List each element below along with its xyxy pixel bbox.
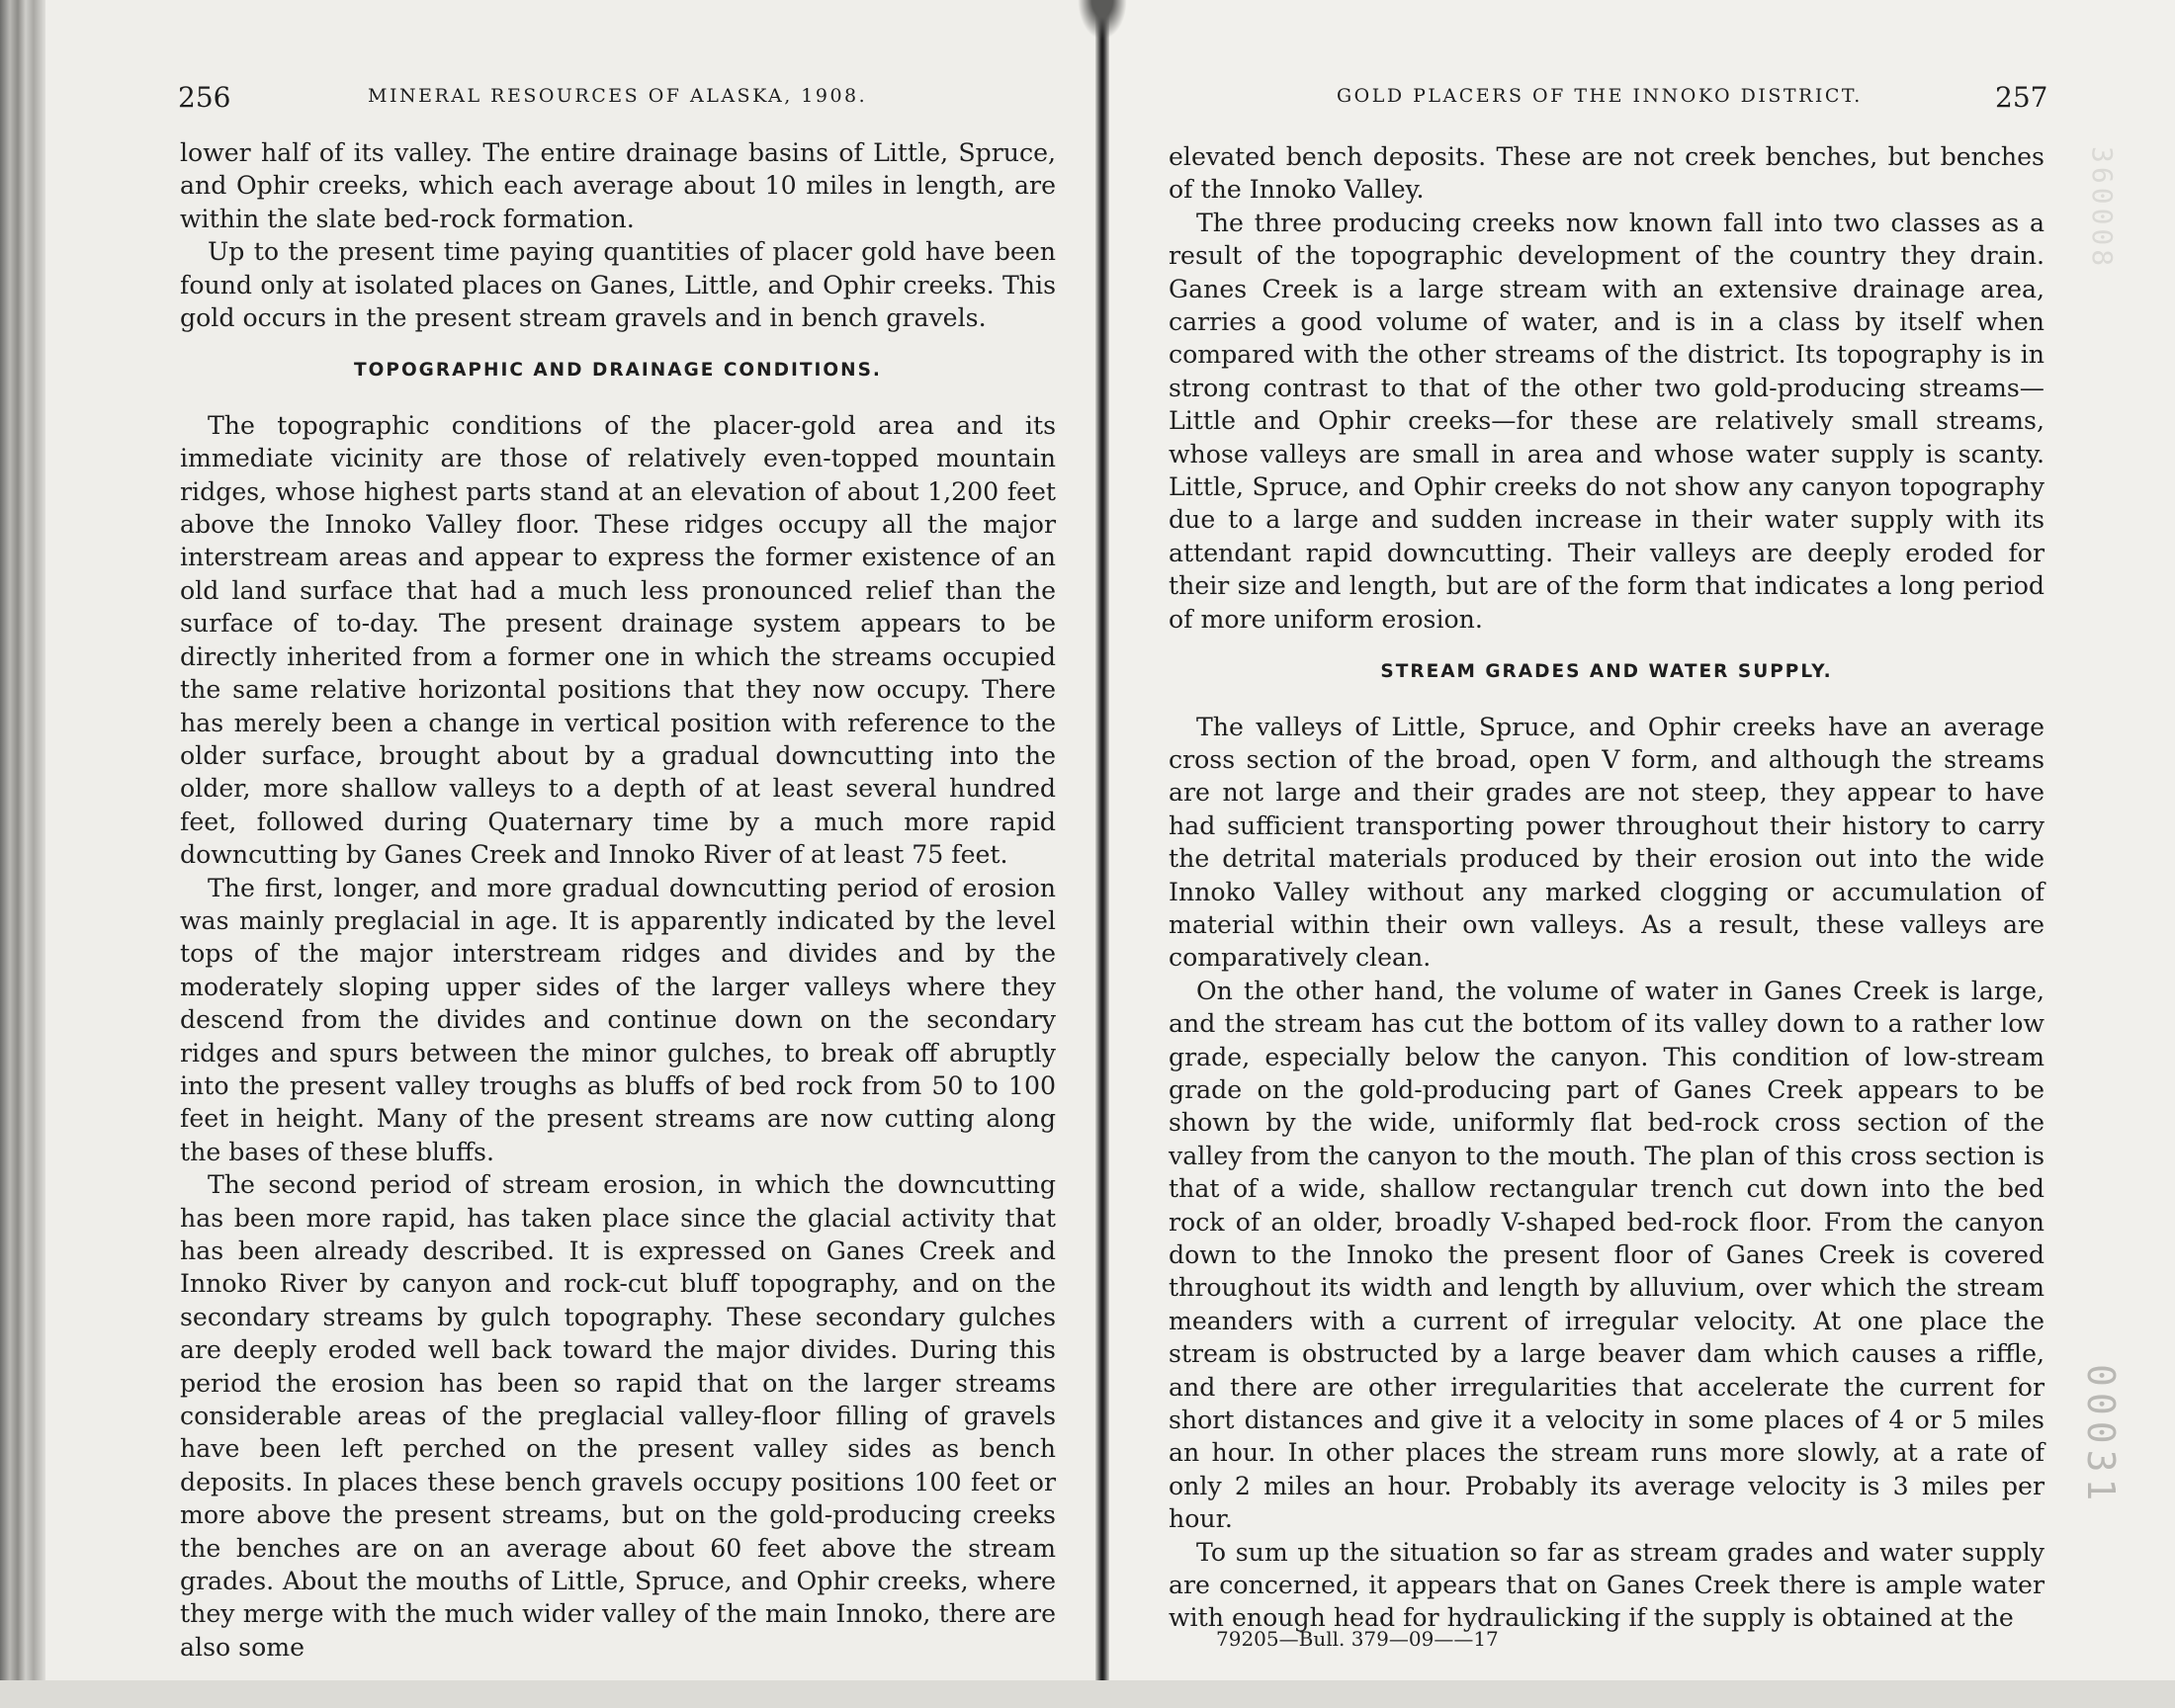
right-running-head: GOLD PLACERS OF THE INNOKO DISTRICT.	[1337, 85, 1863, 107]
paragraph: lower half of its valley. The entire drainage basins of Little, Spruce, and Ophir creeks, which each average about 10 miles in length, are within the slate bed-rock formation.	[180, 138, 1056, 233]
left-page-number: 256	[178, 81, 231, 114]
gutter-binding-shadow	[1078, 0, 1127, 40]
book-edge-shadow	[0, 0, 45, 1708]
scan-bottom-edge	[0, 1680, 2175, 1708]
paragraph: To sum up the situation so far as stream grades and water supply are concerned, it appears that on Ganes Creek there is ample water with enough head for hydraulicking if the supply is obtained at the	[1169, 1537, 2044, 1633]
paragraph: On the other hand, the volume of water in Ganes Creek is large, and the stream has cut the bottom of its valley down to a rather low grade, especially below the canyon. This condition of low-stream grade on the gold-producing part of Ganes Creek appears to be shown by the wide, uniformly flat bed-rock cross section of the valley from the canyon to the mouth. The plan of this cross section is that of a wide, shallow rectangular trench cut down into the bed rock of an older, broadly V-shaped bed-rock floor. From the canyon down to the Innoko the present floor of Ganes Creek is covered throughout its width and length by alluvium, over which the stream meanders with a current of irregular velocity. At one place the stream is obstructed by a large beaver dam which causes a riffle, and there are other irregularities that accelerate the current for short distances and give it a velocity in some places of 4 or 5 miles an hour. In other places the stream runs more slowly, at a rate of only 2 miles an hour. Probably its average velocity is 3 miles per hour.	[1169, 976, 2044, 1534]
section-heading: STREAM GRADES AND WATER SUPPLY.	[1380, 661, 1833, 683]
right-page-number: 257	[1995, 81, 2048, 114]
margin-stamp: 00031	[2079, 1364, 2123, 1507]
left-running-head: MINERAL RESOURCES OF ALASKA, 1908.	[368, 85, 868, 107]
paragraph: The valleys of Little, Spruce, and Ophir creeks have an average cross section of the broad, open V form, and although the streams are not large and their grades are not steep, they appear to have had sufficient transporting power throughout their history to carry the detrital materials produced by their erosion out into the wide Innoko Valley without any marked clogging or accumulation of material within their own valleys. As a result, these valleys are comparatively clean.	[1169, 712, 2044, 973]
paragraph: The first, longer, and more gradual downcutting period of erosion was mainly preglacial in age. It is apparently indicated by the level tops of the major interstream ridges and divides and by the moderately sloping upper sides of the larger valleys where they descend from the divides and continue down on the secondary ridges and spurs between the minor gulches, to break off abruptly into the present valley troughs as bluffs of bed rock from 50 to 100 feet in height. Many of the present streams are now cutting along the bases of these bluffs.	[180, 873, 1056, 1166]
section-heading: TOPOGRAPHIC AND DRAINAGE CONDITIONS.	[354, 360, 882, 382]
left-page-text	[180, 136, 1056, 1664]
paragraph: The three producing creeks now known fall into two classes as a result of the topographic development of the country they drain. Ganes Creek is a large stream with an extensive drainage area, carries a good volume of water, and is in a class by itself when compared with the other streams of the district. Its topography is in strong contrast to that of the other two gold-producing streams—Little and Ophir creeks—for these are relatively small streams, whose valleys are small in area and whose water supply is scanty. Little, Spruce, and Ophir creeks do not show any canyon topography due to a large and sudden increase in their water supply with its attendant rapid downcutting. Their valleys are deeply eroded for their size and length, but are of the form that indicates a long period of more uniform erosion.	[1169, 208, 2044, 634]
paragraph: The second period of stream erosion, in which the downcutting has been more rapid, has taken place since the glacial activity that has been already described. It is expressed on Ganes Creek and Innoko River by canyon and rock-cut bluff topography, and on the secondary streams by gulch topography. These secondary gulches are deeply eroded well back toward the major divides. During this period the erosion has been so rapid that on the larger streams considerable areas of the preglacial valley-floor filling of gravels have been left perched on the present valley sides as bench deposits. In places these bench gravels occupy positions 100 feet or more above the present streams, but on the gold-producing creeks the benches are on an average about 60 feet above the stream grades. About the mouths of Little, Spruce, and Ophir creeks, where they merge with the much wider valley of the main Innoko, there are also some	[180, 1170, 1056, 1662]
faint-margin-stamp: 360008	[2086, 146, 2119, 271]
book-gutter	[1095, 0, 1109, 1680]
paragraph: The topographic conditions of the placer-gold area and its immediate vicinity are those of relatively even-topped mountain ridges, whose highest parts stand at an elevation of about 1,200 feet above the Innoko Valley floor. These ridges occupy all the major interstream areas and appear to express the former existence of an old land surface that had a much less pronounced relief than the surface of to-day. The present drainage system appears to be directly inherited from a former one in which the streams occupied the same relative horizontal positions that they now occupy. There has merely been a change in vertical position with reference to the older surface, brought about by a gradual downcutting into the older, more shallow valleys to a depth of at least several hundred feet, followed during Quaternary time by a much more rapid downcutting by Ganes Creek and Innoko River of at least 75 feet.	[180, 410, 1056, 870]
right-page-text	[1169, 140, 2044, 1635]
paragraph: elevated bench deposits. These are not creek benches, but benches of the Innoko Valley.	[1169, 142, 2044, 205]
paragraph: Up to the present time paying quantities of placer gold have been found only at isolated places on Ganes, Little, and Ophir creeks. This gold occurs in the present stream gravels and in bench gravels.	[180, 237, 1056, 333]
signature-line: 79205—Bull. 379—09——17	[1216, 1627, 1499, 1651]
